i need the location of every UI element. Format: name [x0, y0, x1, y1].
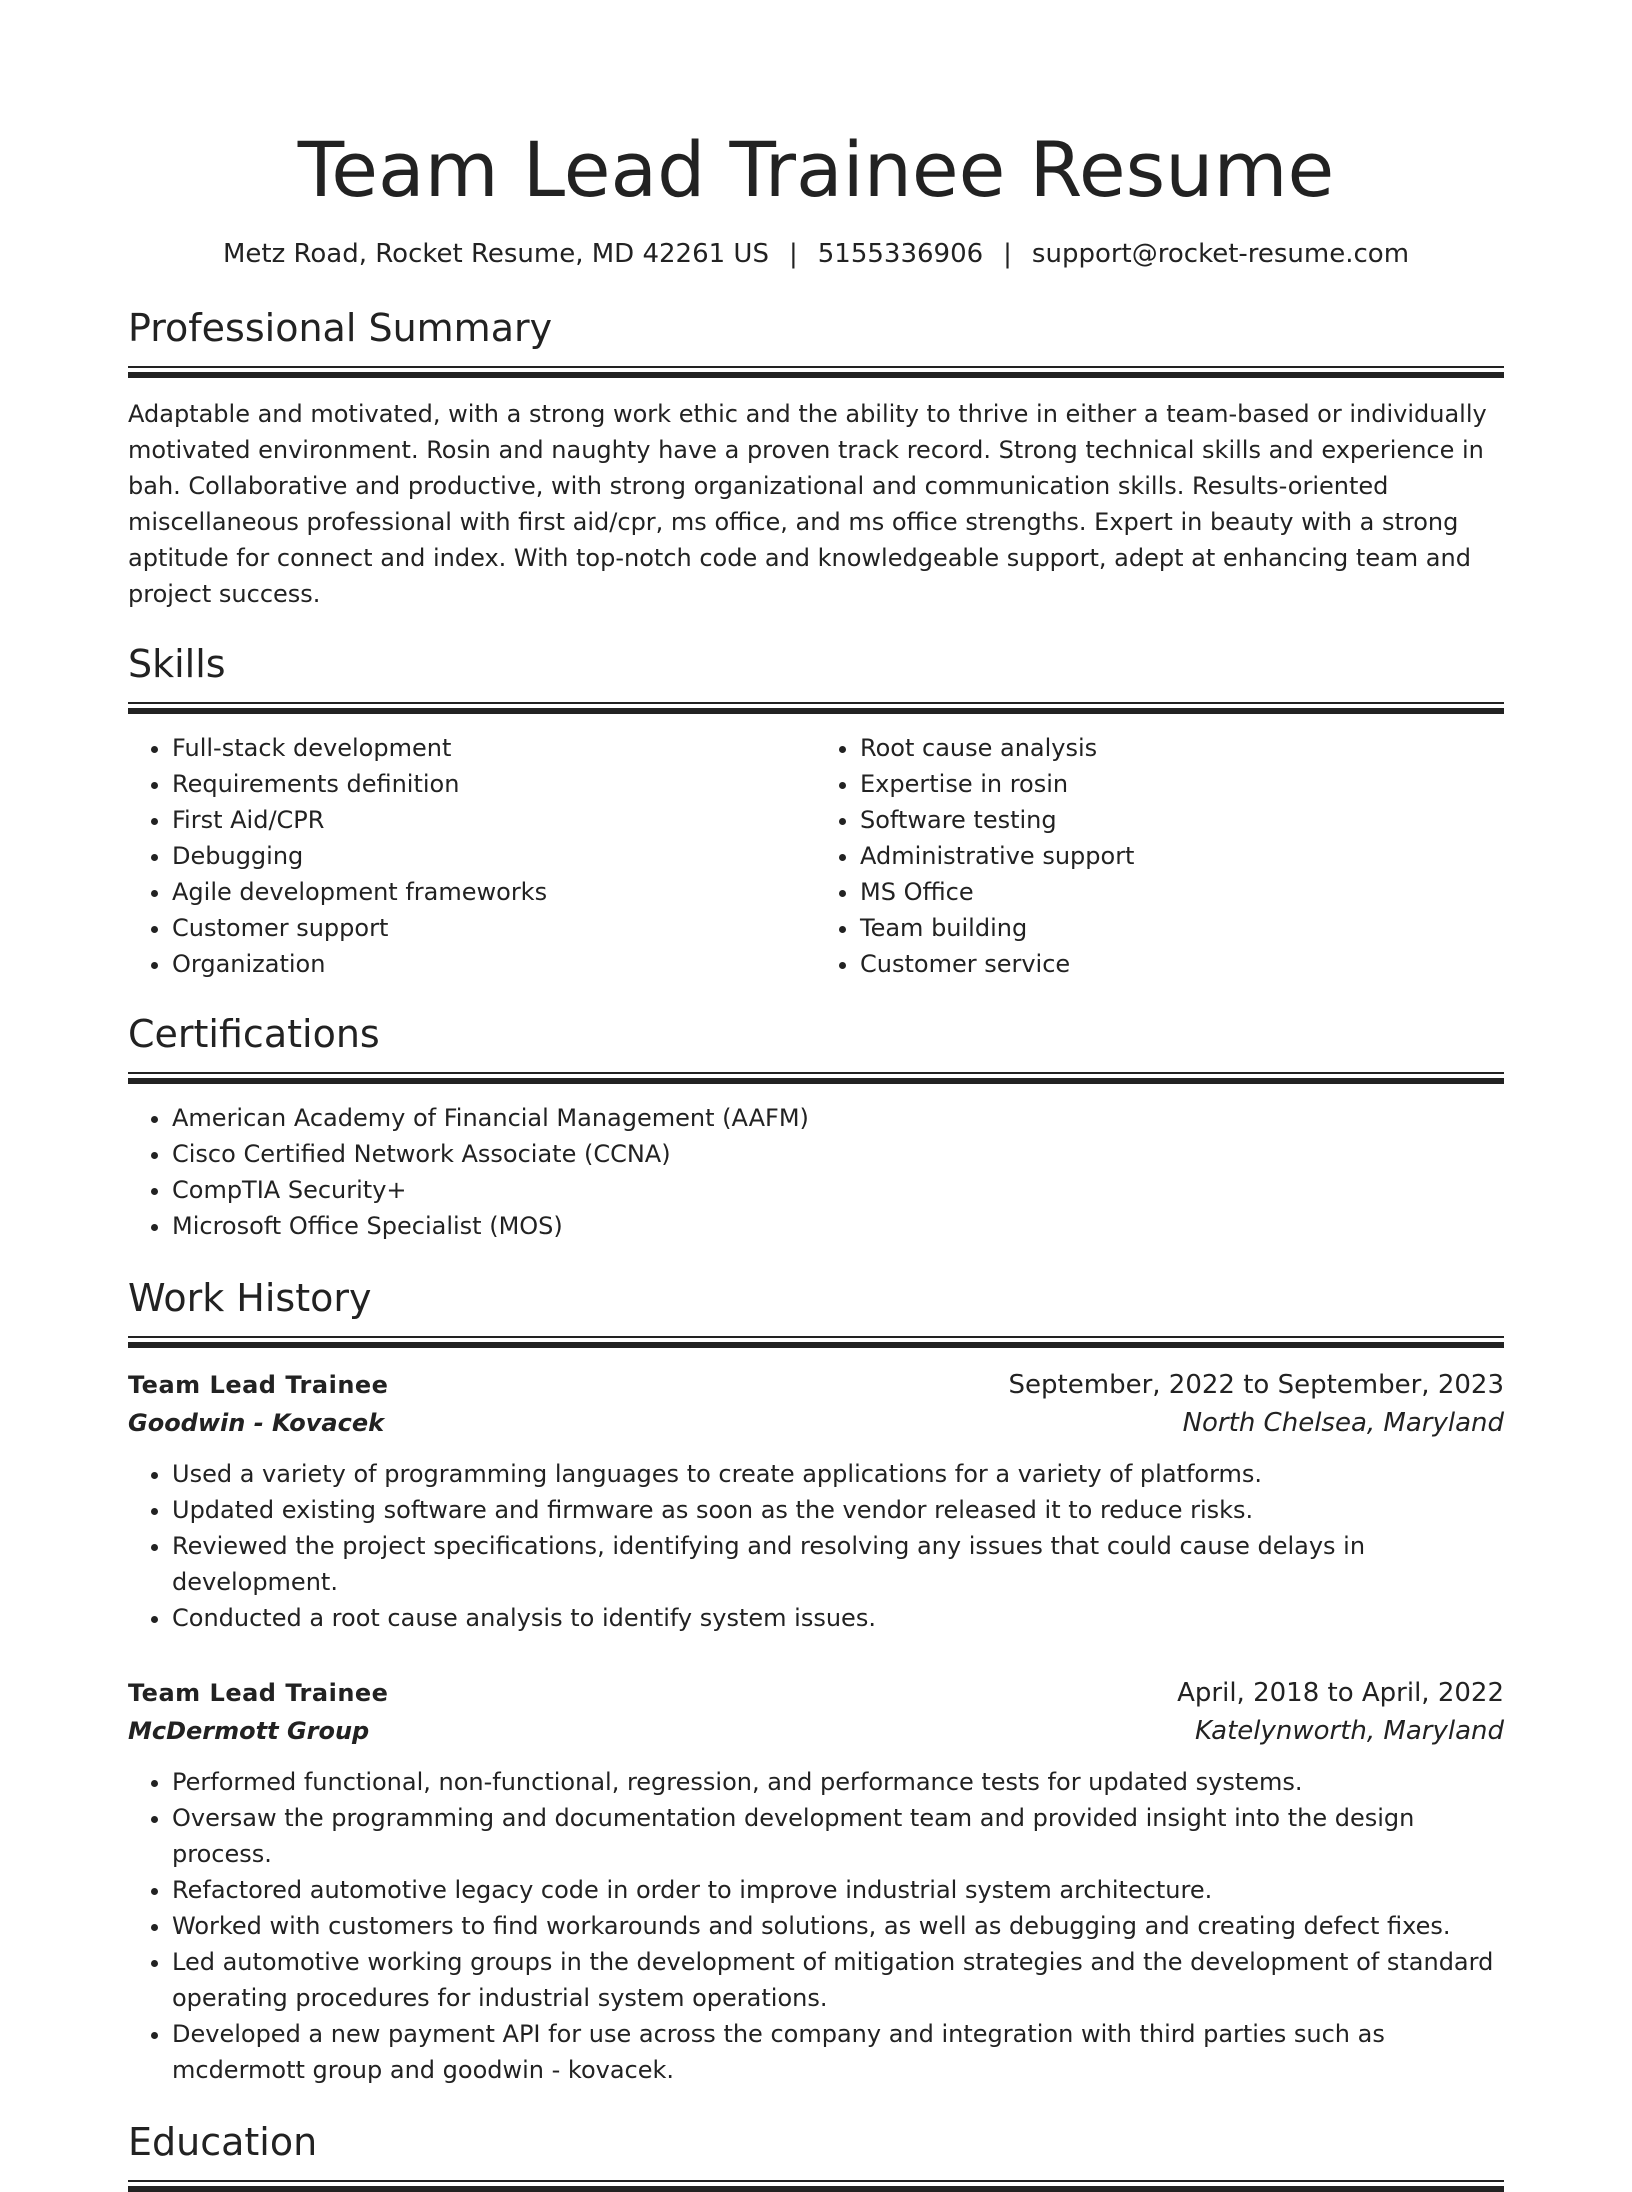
job-dates: September, 2022 to September, 2023: [1008, 1370, 1504, 1400]
job-company: McDermott Group: [128, 1717, 370, 1745]
job-bullets: [128, 1764, 1504, 2088]
job-subheader-row: [128, 1404, 1504, 1442]
job-title: Team Lead Trainee: [128, 1371, 389, 1399]
phone: 5155336906: [817, 239, 984, 269]
job-bullet: • Reviewed the project specifications, identifying and resolving any issues that could cause delays in development.: [172, 1528, 1504, 1600]
certifications-list: [128, 1100, 1504, 1244]
job-location: North Chelsea, Maryland: [1182, 1408, 1504, 1438]
section-heading: Certifications: [128, 1012, 380, 1056]
certification-item: • Microsoft Office Specialist (MOS): [172, 1208, 1504, 1244]
skills-list-right: [816, 730, 1504, 982]
job-bullet: • Developed a new payment API for use across the company and integration with third parties such as mcdermott group and goodwin - kovacek.: [172, 2016, 1504, 2088]
skills-list-left: [128, 730, 816, 982]
skill-item: • Agile development frameworks: [172, 874, 816, 910]
job-bullet: • Oversaw the programming and documentation development team and provided insight into the design process.: [172, 1800, 1504, 1872]
education-section: [128, 2118, 1504, 2190]
certifications-section: [128, 1010, 1504, 1244]
section-divider: [128, 366, 1504, 376]
certification-item: • CompTIA Security+: [172, 1172, 1504, 1208]
job-bullet: • Worked with customers to find workarounds and solutions, as well as debugging and creating defect fixes.: [172, 1908, 1504, 1944]
resume-title: Team Lead Trainee Resume: [297, 125, 1335, 214]
separator: |: [788, 239, 798, 269]
job-bullet: • Led automotive working groups in the development of mitigation strategies and the development of standard operating procedures for industrial system operations.: [172, 1944, 1504, 2016]
job-dates: April, 2018 to April, 2022: [1177, 1678, 1504, 1708]
address: Metz Road, Rocket Resume, MD 42261 US: [222, 239, 769, 269]
skill-item: • Customer support: [172, 910, 816, 946]
certification-item: • American Academy of Financial Management (AAFM): [172, 1100, 1504, 1136]
job-header-row: [128, 1674, 1504, 1712]
skill-item: • Software testing: [860, 802, 1504, 838]
job-bullet: • Conducted a root cause analysis to identify system issues.: [172, 1600, 1504, 1636]
section-heading: Education: [128, 2120, 318, 2164]
job-location: Katelynworth, Maryland: [1195, 1716, 1504, 1746]
section-divider: [128, 1336, 1504, 1346]
job-subheader-row: [128, 1712, 1504, 1750]
contact-line: [128, 238, 1504, 270]
job-bullet: • Used a variety of programming languages to create applications for a variety of platforms.: [172, 1456, 1504, 1492]
job-bullet: • Updated existing software and firmware as soon as the vendor released it to reduce risks.: [172, 1492, 1504, 1528]
skill-item: • Root cause analysis: [860, 730, 1504, 766]
summary-section: [128, 304, 1504, 612]
skills-section: [128, 640, 1504, 982]
section-divider: [128, 2180, 1504, 2190]
job-title: Team Lead Trainee: [128, 1679, 389, 1707]
skill-item: • Customer service: [860, 946, 1504, 982]
skill-item: • Expertise in rosin: [860, 766, 1504, 802]
skill-item: • Full-stack development: [172, 730, 816, 766]
skill-item: • Administrative support: [860, 838, 1504, 874]
section-divider: [128, 702, 1504, 712]
skill-item: • Organization: [172, 946, 816, 982]
job-bullets: [128, 1456, 1504, 1636]
work-history-section: [128, 1274, 1504, 2088]
separator: |: [1003, 239, 1012, 269]
skill-item: • Team building: [860, 910, 1504, 946]
skill-item: • MS Office: [860, 874, 1504, 910]
email: support@rocket-resume.com: [1031, 239, 1410, 269]
job-header-row: [128, 1366, 1504, 1404]
skill-item: • Requirements definition: [172, 766, 816, 802]
job-company: Goodwin - Kovacek: [128, 1409, 385, 1437]
skill-item: • First Aid/CPR: [172, 802, 816, 838]
job-entry: [128, 1674, 1504, 2088]
section-divider: [128, 1072, 1504, 1082]
section-heading: Work History: [128, 1276, 372, 1320]
skill-item: • Debugging: [172, 838, 816, 874]
section-heading: Skills: [128, 642, 226, 686]
section-heading: Professional Summary: [128, 306, 553, 350]
certification-item: • Cisco Certified Network Associate (CCNA): [172, 1136, 1504, 1172]
skills-columns: [128, 730, 1504, 982]
summary-text: Adaptable and motivated, with a strong work ethic and the ability to thrive in either a team-based or individually motivated environment. Rosin and naughty have a proven track record. Strong technical skills and experience in bah. Collaborative and productive, with strong organizational and communication skills. Results-oriented miscellaneous professional with first aid/cpr, ms office, and ms office strengths. Expert in beauty with a strong aptitude for connect and index. With top-notch code and knowledgeable support, adept at enhancing team and project success.: [128, 400, 1487, 608]
job-bullet: • Performed functional, non-functional, regression, and performance tests for updated systems.: [172, 1764, 1504, 1800]
job-entry: [128, 1366, 1504, 1636]
job-bullet: • Refactored automotive legacy code in order to improve industrial system architecture.: [172, 1872, 1504, 1908]
